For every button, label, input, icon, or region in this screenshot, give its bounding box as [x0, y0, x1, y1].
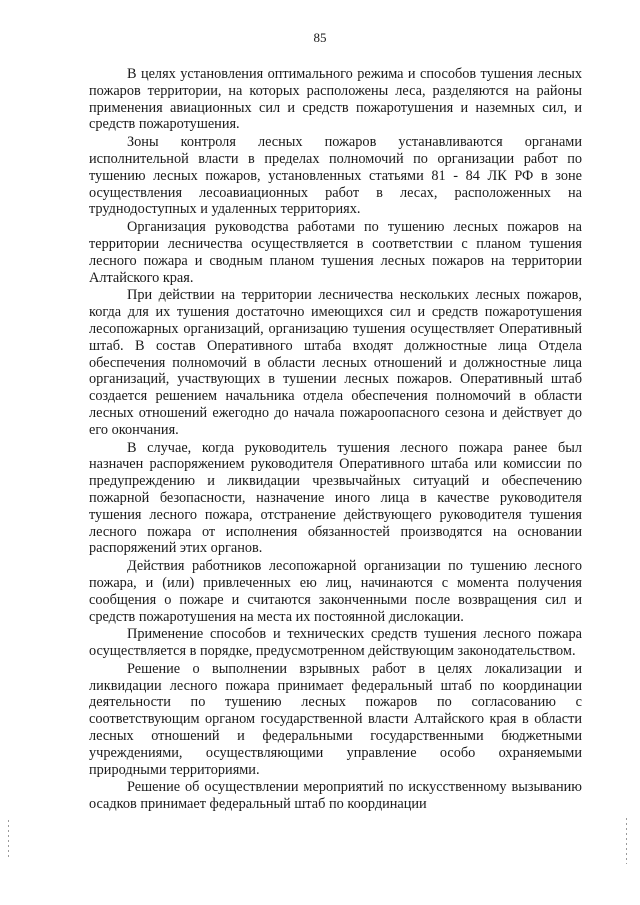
paragraph: Решение о выполнении взрывных работ в целях локализации и ликвидации лесного пожара принимает федеральный штаб по координации деятельности по тушению лесных пожаров по согласованию с соответствующим органом государственной власти Алтайского края в области лесных отношений и федеральными государственными бюджетными учреждениями, осуществляющими управление особо охраняемыми природными территориями.	[89, 660, 582, 778]
document-body	[89, 66, 582, 813]
page-number: 85	[313, 30, 327, 45]
paragraph: Применение способов и технических средств тушения лесного пожара осуществляется в порядке, предусмотренном действующим законодательством.	[89, 626, 582, 660]
paragraph-continued: Решение об осуществлении мероприятий по искусственному вызыванию осадков принимает федеральный штаб по координации	[89, 779, 582, 813]
paragraph: В целях установления оптимального режима и способов тушения лесных пожаров территории, на которых расположены леса, разделяются на районы применения авиационных сил и средств пожаротушения и наземных сил, и средств пожаротушения.	[89, 66, 582, 133]
paragraph: В случае, когда руководитель тушения лесного пожара ранее был назначен распоряжением руководителя Оперативного штаба или комиссии по предупреждению и ликвидации чрезвычайных ситуаций и обеспечению пожарной безопасности, назначение иного лица в качестве руководителя тушения лесного пожара, отстранение действующего руководителя тушения лесного пожара от исполнения обязанностей производятся на основании распоряжений этих органов.	[89, 439, 582, 557]
scan-edge-mark-right	[626, 818, 627, 864]
paragraph: При действии на территории лесничества нескольких лесных пожаров, когда для их тушения достаточно имеющихся сил и средств пожаротушения лесопожарных организаций, организацию тушения осуществляет Оперативный штаб. В состав Оперативного штаба входят должностные лица Отдела обеспечения полномочий в области лесных отношений и должностные лица организаций, участвующих в тушении лесных пожаров. Оперативный штаб создается решением начальника отдела обеспечения полномочий в области лесных отношений ежегодно до начала пожароопасного сезона и действует до его окончания.	[89, 287, 582, 438]
paragraph: Организация руководства работами по тушению лесных пожаров на территории лесничества осуществляется в соответствии с планом тушения лесного пожара и сводным планом тушения лесных пожаров на территории Алтайского края.	[89, 219, 582, 286]
paragraph: Действия работников лесопожарной организации по тушению лесного пожара, и (или) привлеченных ею лиц, начинаются с момента получения сообщения о пожаре и считаются законченными после возвращения сил и средств пожаротушения на места их постоянной дислокации.	[89, 558, 582, 625]
scan-edge-mark-left	[8, 820, 9, 860]
paragraph: Зоны контроля лесных пожаров устанавливаются органами исполнительной власти в пределах полномочий по организации работ по тушению лесных пожаров, установленных статьями 81 - 84 ЛК РФ в зоне осуществления лесоавиационных работ в лесах, расположенных на труднодоступных и удаленных территориях.	[89, 134, 582, 218]
